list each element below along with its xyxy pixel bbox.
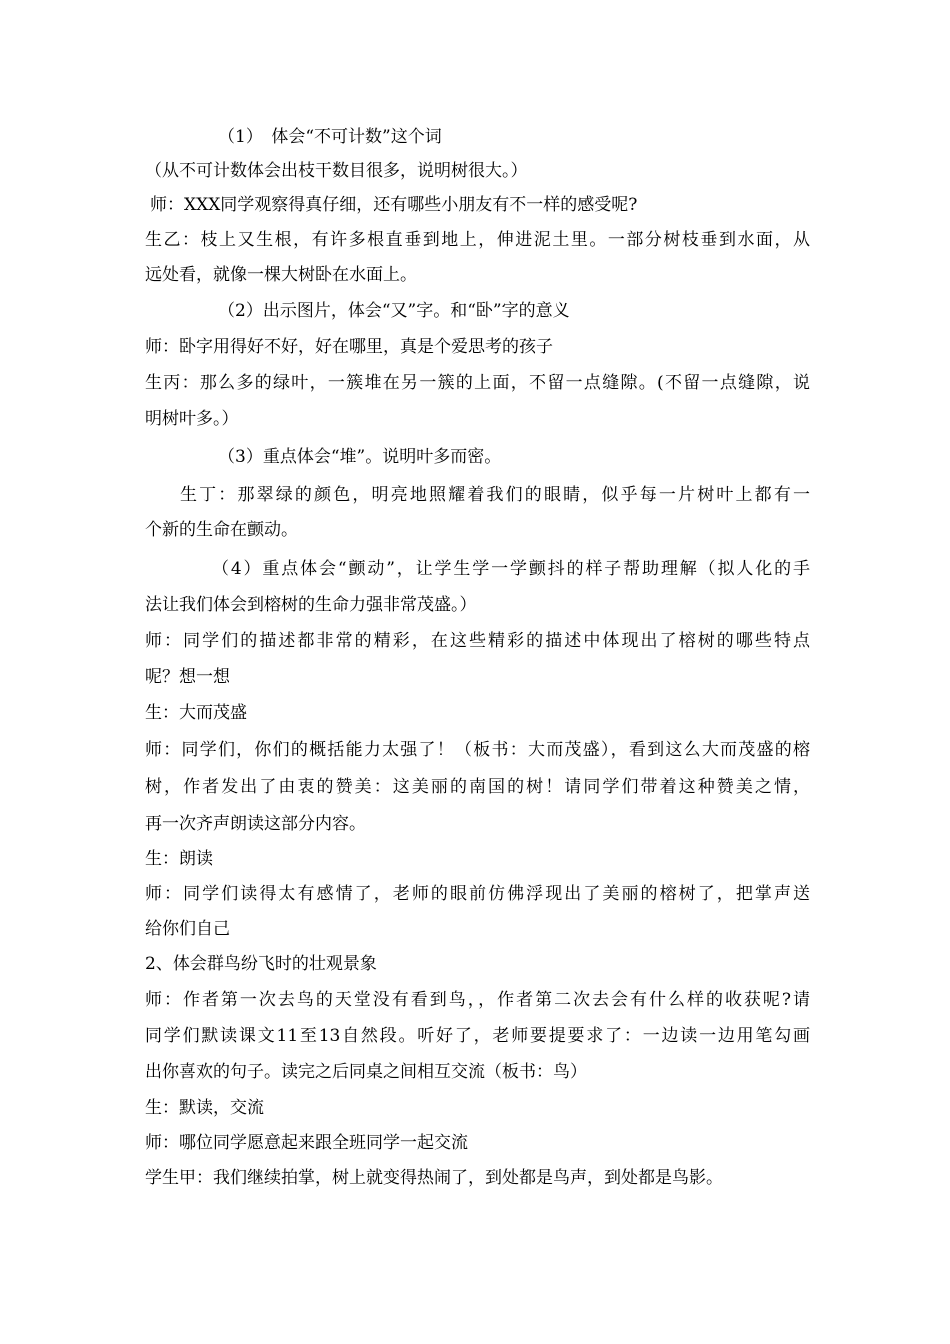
line-subheading-1: （1） 体会“不可计数”这个词 (218, 127, 442, 147)
line-teacher-3: 师：同学们的描述都非常的精彩，在这些精彩的描述中体现出了榕树的哪些特点 (145, 631, 810, 651)
line-subheading-2: （2）出示图片，体会“又”字。和“卧”字的意义 (218, 301, 570, 321)
line-teacher-6: 师：作者第一次去鸟的天堂没有看到鸟，，作者第二次去会有什么样的收获呢?请 (145, 990, 810, 1010)
line-student-a-1: 学生甲：我们继续拍掌，树上就变得热闹了，到处都是鸟声，到处都是鸟影。 (145, 1168, 723, 1188)
line-student-d-2: 个新的生命在颤动。 (145, 520, 298, 540)
line-teacher-6-cont-1: 同学们默读课文11至13自然段。听好了，老师要提要求了：一边读一边用笔勾画 (145, 1026, 810, 1046)
line-student-answer-3: 生：默读，交流 (145, 1098, 264, 1118)
line-teacher-5-cont: 给你们自己 (145, 919, 230, 939)
line-subheading-4: （4）重点体会“颤动”，让学生学一学颤抖的样子帮助理解（拟人化的手 (212, 559, 810, 579)
line-teacher-2: 师：卧字用得好不好，好在哪里，真是个爱思考的孩子 (145, 337, 553, 357)
line-teacher-5: 师：同学们读得太有感情了，老师的眼前仿佛浮现出了美丽的榕树了，把掌声送 (145, 884, 810, 904)
line-student-answer-1: 生：大而茂盛 (145, 703, 247, 723)
line-subheading-3: （3）重点体会“堆”。说明叶多而密。 (218, 447, 502, 467)
line-teacher-7: 师：哪位同学愿意起来跟全班同学一起交流 (145, 1133, 468, 1153)
line-teacher-4-cont-2: 再一次齐声朗读这部分内容。 (145, 814, 366, 834)
line-student-c-1: 生丙：那么多的绿叶，一簇堆在另一簇的上面，不留一点缝隙。(不留一点缝隙，说 (145, 373, 810, 393)
line-student-d-1: 生丁：那翠绿的颜色，明亮地照耀着我们的眼睛，似乎每一片树叶上都有一 (180, 485, 810, 505)
line-student-answer-2: 生：朗读 (145, 849, 213, 869)
line-teacher-6-cont-2: 出你喜欢的句子。读完之后同桌之间相互交流（板书：鸟） (145, 1062, 587, 1082)
line-teacher-4: 师：同学们，你们的概括能力太强了！（板书：大而茂盛），看到这么大而茂盛的榕 (145, 740, 810, 760)
line-teacher-4-cont-1: 树，作者发出了由衷的赞美：这美丽的南国的树！请同学们带着这种赞美之情， (145, 777, 810, 797)
line-teacher-1: 师：XXX同学观察得真仔细，还有哪些小朋友有不一样的感受呢? (150, 195, 638, 215)
line-subheading-4-cont: 法让我们体会到榕树的生命力强非常茂盛。） (145, 595, 477, 615)
line-student-c-2: 明树叶多。） (145, 409, 239, 429)
line-student-b-2: 远处看，就像一棵大树卧在水面上。 (145, 265, 417, 285)
line-section-heading-2: 2、体会群鸟纷飞时的壮观景象 (145, 954, 377, 974)
line-student-b-1: 生乙：枝上又生根，有许多根直垂到地上，伸进泥土里。一部分树枝垂到水面，从 (145, 230, 810, 250)
line-note-1: （从不可计数体会出枝干数目很多，说明树很大。） (145, 161, 528, 181)
line-teacher-3-cont: 呢？想一想 (145, 667, 230, 687)
